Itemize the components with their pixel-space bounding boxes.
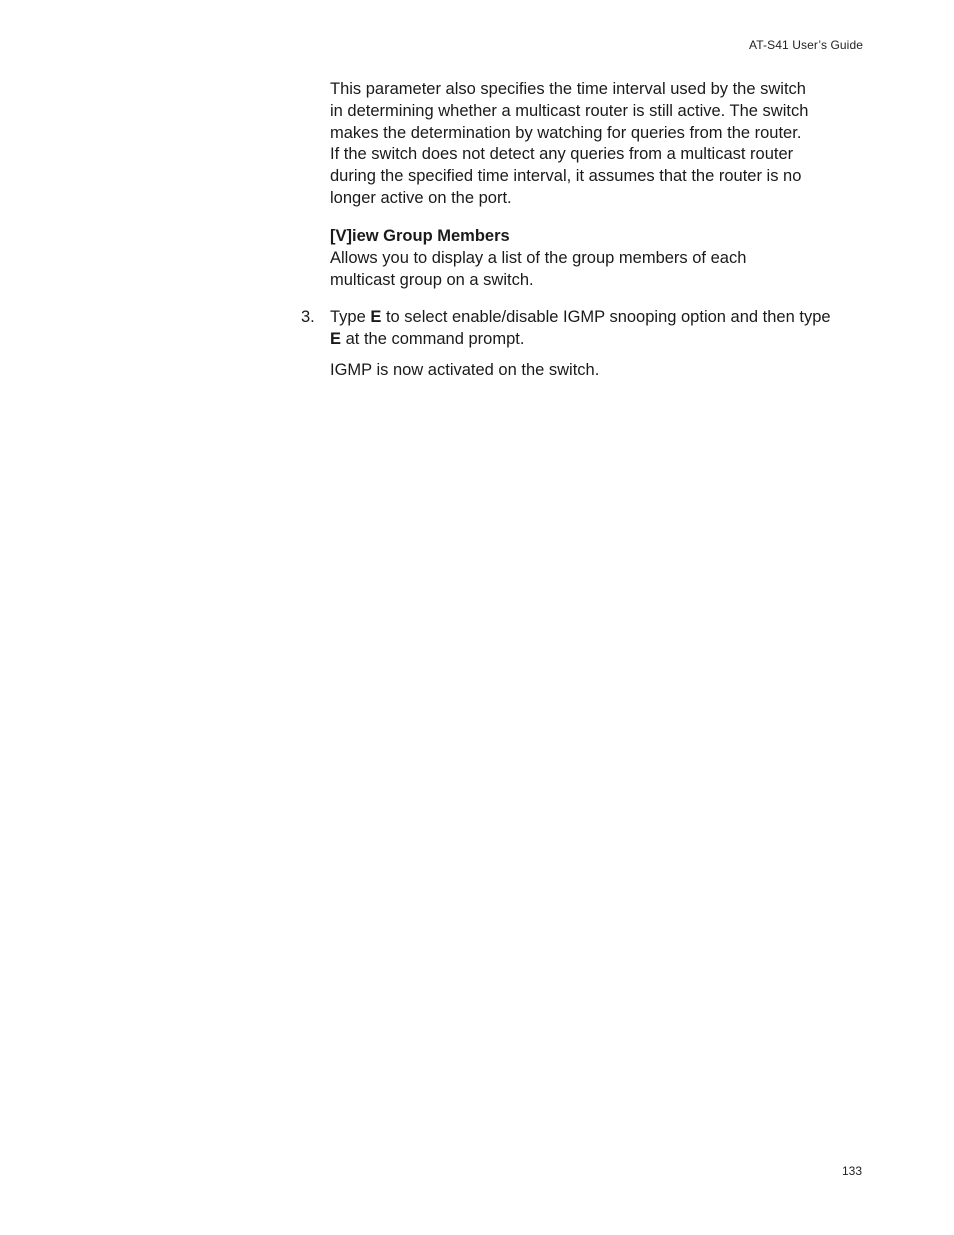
term-description-line: multicast group on a switch. [330, 270, 534, 289]
view-group-members-heading: [V]iew Group Members [330, 227, 510, 245]
command-key: E [370, 308, 382, 326]
term-description-line: Allows you to display a list of the group members of each [330, 248, 747, 267]
parameter-description-paragraph [330, 79, 870, 210]
running-header: AT-S41 User’s Guide [749, 38, 863, 52]
step-text-part: to select enable/disable IGMP snooping option and then type [381, 308, 831, 326]
step-text-part: Type [330, 308, 371, 326]
paragraph-line: longer active on the port. [330, 188, 512, 207]
paragraph-line: makes the determination by watching for queries from the router. [330, 123, 802, 142]
paragraph-line: This parameter also specifies the time interval used by the switch [330, 80, 806, 98]
paragraph-line: in determining whether a multicast router is still active. The switch [330, 101, 809, 120]
page-number: 133 [841, 1164, 862, 1178]
step-instruction [330, 307, 870, 351]
paragraph-line: If the switch does not detect any queries from a multicast router [330, 145, 794, 164]
command-key: E [330, 329, 342, 348]
step-text-part: at the command prompt. [341, 329, 525, 348]
paragraph-line: during the specified time interval, it assumes that the router is no [330, 167, 802, 186]
result-paragraph: IGMP is now activated on the switch. [330, 361, 600, 379]
step-number: 3. [301, 308, 315, 326]
view-group-members-section [330, 226, 870, 291]
